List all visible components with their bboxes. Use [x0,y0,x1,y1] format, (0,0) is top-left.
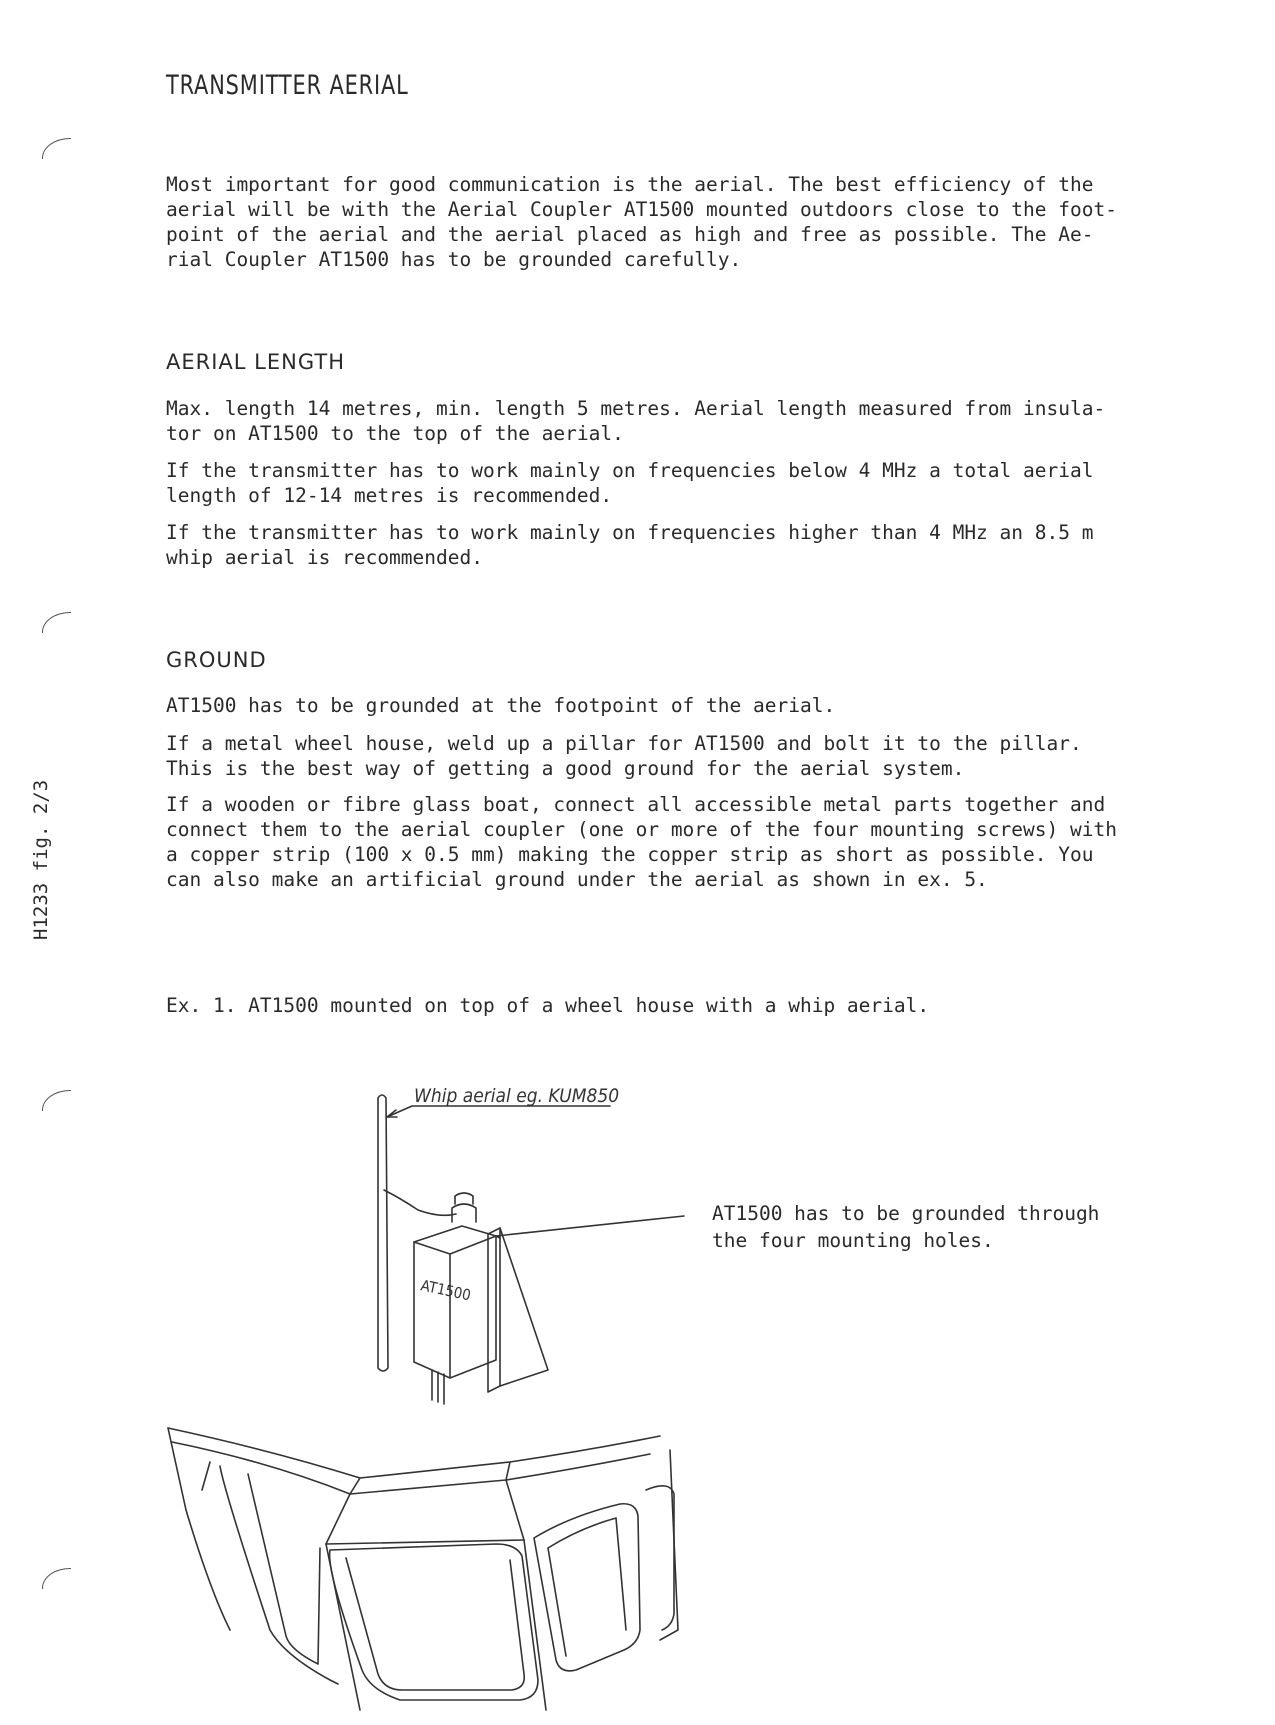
margin-mark [42,1090,71,1111]
whip-aerial-label: Whip aerial eg. KUM850 [414,1085,620,1107]
page-title: TRANSMITTER AERIAL [166,70,409,101]
aerial-length-paragraph-3: If the transmitter has to work mainly on frequencies higher than 4 MHz an 8.5 m whip aerial is recommended. [166,521,1094,569]
ground-heading: GROUND [166,648,267,672]
aerial-length-heading: AERIAL LENGTH [166,350,345,374]
aerial-length-paragraph-2: If the transmitter has to work mainly on frequencies below 4 MHz a total aerial length of 12-14 metres is recommended. [166,459,1094,507]
mounting-pillar [488,1228,500,1392]
wheelhouse-roof [168,1428,660,1478]
figure-reference-label: H1233 fig. 2/3 [30,779,52,940]
margin-mark [42,1568,71,1589]
coupler-box-label: AT1500 [419,1276,473,1305]
wheelhouse-illustration [150,1070,730,1725]
wheelhouse-window [534,1504,640,1671]
margin-mark [42,612,71,633]
insulator [452,1204,476,1222]
margin-mark [42,138,71,159]
whip-label-leader [387,1106,610,1117]
wheelhouse-window [330,1544,538,1700]
aerial-length-paragraph-1: Max. length 14 metres, min. length 5 metres. Aerial length measured from insula- tor on AT1500 to the top of the aerial. [166,397,1106,445]
grounding-callout-text: AT1500 has to be grounded through the four mounting holes. [712,1202,1100,1252]
ground-paragraph-2: If a metal wheel house, weld up a pillar for AT1500 and bolt it to the pillar. This is the best way of getting a good ground for the aerial system. [166,732,1082,780]
intro-paragraph: Most important for good communication is the aerial. The best efficiency of the aerial will be with the Aerial Coupler AT1500 mounted outdoors close to the foot- point of the aerial and the aerial placed as high and free as possible. The Ae- rial Coupler AT1500 has to be grounded carefully. [166,173,1117,271]
coupler-box [414,1226,496,1378]
grounding-callout-leader [496,1216,684,1236]
ground-paragraph-1: AT1500 has to be grounded at the footpoint of the aerial. [166,694,836,717]
example-caption: Ex. 1. AT1500 mounted on top of a wheel house with a whip aerial. [166,994,930,1017]
aerial-cable [384,1190,456,1215]
ground-paragraph-3: If a wooden or fibre glass boat, connect all accessible metal parts together and connect them to the aerial coupler (one or more of the four mounting screws) with a copper strip (100 x 0.5 mm) making the copper strip as short as possible. You can also make an artificial ground under the aerial as shown in ex. 5. [166,793,1117,891]
whip-aerial [378,1095,388,1371]
